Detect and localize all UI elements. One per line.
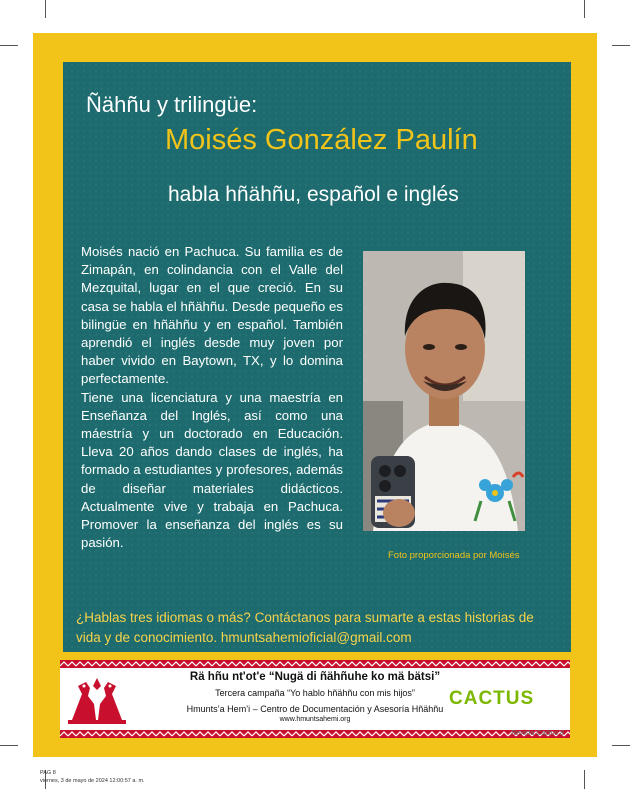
embroidery-border-bottom: [60, 730, 570, 738]
portrait-illustration: [363, 251, 525, 531]
call-to-action: [76, 608, 556, 648]
footer-title: Rä hñu nt'ot'e “Nugä di ñähñuhe ko mä bätsi”: [189, 671, 441, 683]
tagline: habla hñähñu, español e inglés: [168, 183, 459, 206]
biography: [81, 243, 343, 552]
cactus-logo-text: CACTUS: [449, 688, 535, 709]
crop-mark: [584, 770, 585, 789]
embroidery-border-top: [60, 660, 570, 668]
crop-mark: [584, 0, 585, 18]
cta-text: ¿Hablas tres idiomas o más? Contáctanos para sumarte a estas historias de vida y de conocimiento.: [76, 610, 534, 645]
portrait-photo: [363, 251, 525, 531]
page-mark: Revista Cactus 8: [511, 730, 564, 737]
bio-paragraph: Tiene una licenciatura y una maestría en Enseñanza del Inglés, así como una máestría y un doctorado en Educación. Lleva 20 años dando clases de inglés, ha formado a estudiantes y profesores, además de diseñar materiales didácticos. Actualmente vive y trabaja en Pachuca. Promover la enseñanza del inglés es su pasión.: [81, 389, 343, 551]
page-subtitle: Ñähñu y trilingüe:: [86, 92, 258, 117]
print-slug-page: PAG 8: [40, 770, 56, 776]
person-name: Moisés González Paulín: [165, 124, 478, 156]
cactus-logo-icon: [447, 685, 567, 709]
footer-website[interactable]: www.hmuntsahemi.org: [279, 716, 351, 723]
print-slug-date: viernes, 3 de mayo de 2024 12:00:57 a. m.: [40, 778, 145, 784]
footer-campaign: Tercera campaña “Yo hablo hñähñu con mis hijos”: [215, 688, 415, 698]
crop-mark: [0, 45, 18, 46]
crop-mark: [612, 745, 630, 746]
bio-paragraph: Moisés nació en Pachuca. Su familia es de Zimapán, en colindancia con el Valle del Mezquital, lugar en el que creció. En su casa se habla el hñähñu. Desde pequeño es bilingüe en hñähñu y en español. También aprendió el inglés desde muy joven por haber vivido en Baytown, TX, y lo domina perfectamente.: [81, 244, 343, 387]
crop-mark: [612, 45, 630, 46]
crop-mark: [45, 0, 46, 18]
footer-organization: Hmunts’a Hem’i – Centro de Documentación y Asesoría Hñähñu: [186, 704, 444, 714]
contact-email[interactable]: hmuntsahemioficial@gmail.com: [220, 630, 412, 645]
photo-caption: Foto proporcionada por Moisés: [388, 550, 520, 561]
crop-mark: [0, 745, 18, 746]
